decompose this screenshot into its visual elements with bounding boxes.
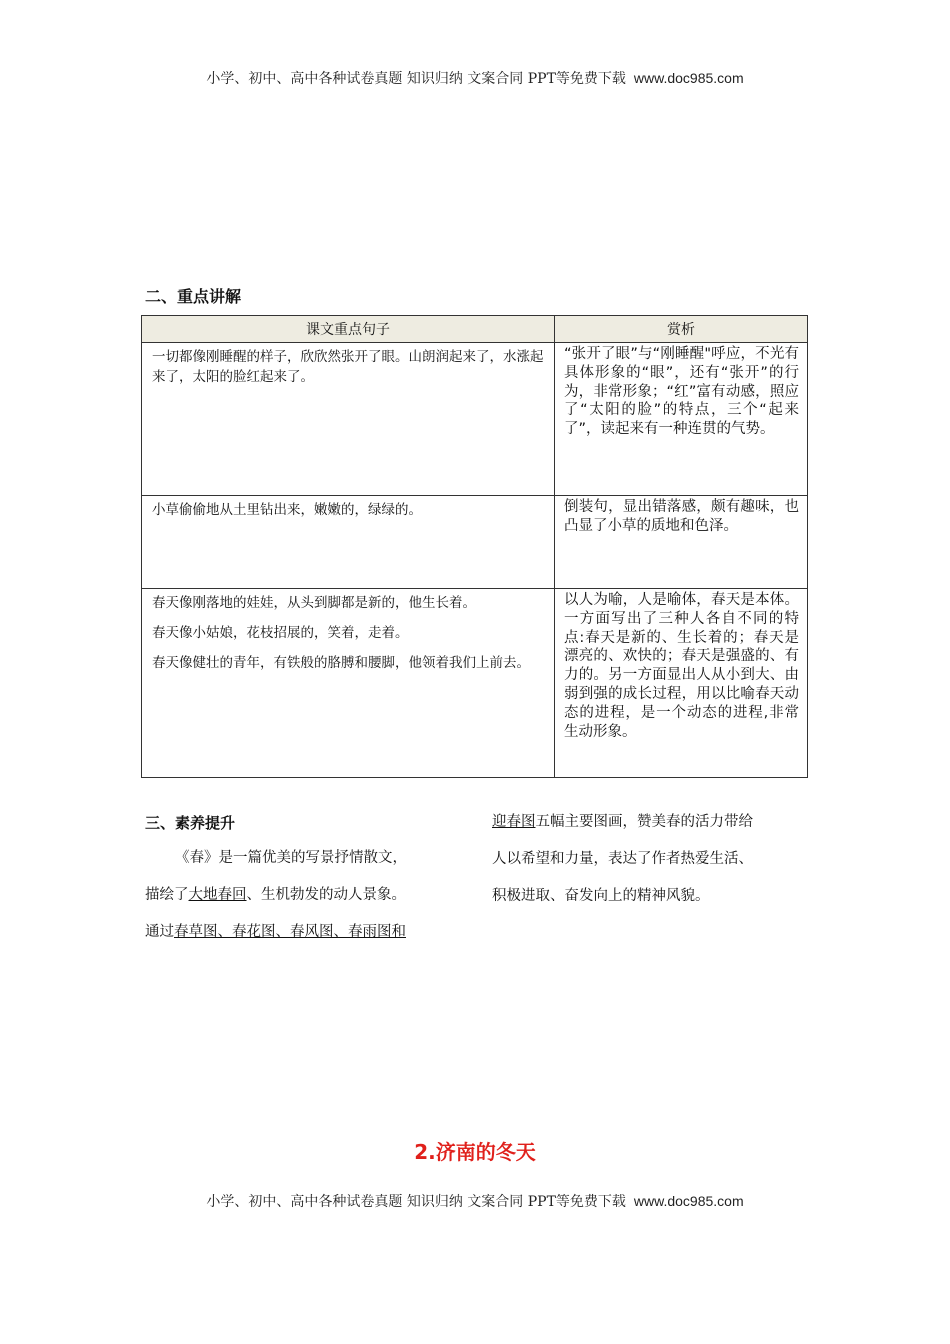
- sentence-text: 一切都像刚睡醒的样子，欣欣然张开了眼。山朗润起来了，水涨起来了，太阳的脸红起来了。: [152, 349, 544, 385]
- underlined-phrase: 迎春图: [492, 814, 536, 830]
- footer-text: 小学、初中、高中各种试卷真题 知识归纳 文案合同 PPT等免费下载: [206, 1194, 626, 1210]
- sentence-text: 春天像小姑娘，花枝招展的，笑着，走着。: [152, 625, 409, 641]
- analysis-cell: 倒装句，显出错落感，颇有趣味，也凸显了小草的质地和色泽。: [555, 496, 808, 589]
- page-header: [0, 68, 950, 88]
- page-footer: [0, 1191, 950, 1211]
- summary-line: 《春》是一篇优美的写景抒情散文，: [175, 850, 407, 866]
- summary-line: 通过春草图、春花图、春风图、春雨图和: [145, 924, 406, 940]
- table-header-sentences: 课文重点句子: [142, 316, 555, 343]
- summary-line: 积极进取、奋发向上的精神风貌。: [492, 888, 710, 904]
- analysis-cell: “张开了眼”与“刚睡醒"呼应，不光有具体形象的“眼”，还有“张开”的行为，非常形象；“红”富有动感，照应了“太阳的脸”的特点，三个“起来了”，读起来有一种连贯的气势。: [555, 343, 808, 496]
- table-row: [142, 496, 808, 589]
- table-row: [142, 589, 808, 778]
- section-title-key-points: 二、重点讲解: [145, 287, 242, 306]
- header-text: 小学、初中、高中各种试卷真题 知识归纳 文案合同 PPT等免费下载: [206, 71, 626, 87]
- sentence-text: 小草偷偷地从土里钻出来，嫩嫩的，绿绿的。: [152, 502, 422, 518]
- underlined-phrase: 春草图、春花图、春风图、春雨图和: [174, 924, 406, 940]
- sentence-text: 春天像健壮的青年，有铁般的胳膊和腰脚，他领着我们上前去。: [152, 655, 530, 671]
- summary-line: 描绘了大地春回、生机勃发的动人景象。: [145, 887, 406, 903]
- sentence-text: 春天像刚落地的娃娃，从头到脚都是新的，他生长着。: [152, 595, 476, 611]
- summary-line: 人以希望和力量，表达了作者热爱生活、: [492, 851, 753, 867]
- sentence-cell: [142, 589, 555, 778]
- section-title-literacy: 三、素养提升: [145, 814, 236, 832]
- sentence-cell: [142, 496, 555, 589]
- sentence-cell: [142, 343, 555, 496]
- summary-line: 迎春图五幅主要图画，赞美春的活力带给: [492, 814, 753, 830]
- footer-url[interactable]: www.doc985.com: [633, 1193, 744, 1209]
- table-header-row: [142, 316, 808, 343]
- table-header-analysis: 赏析: [555, 316, 808, 343]
- header-url[interactable]: www.doc985.com: [633, 70, 744, 86]
- chapter-title: 2.济南的冬天: [414, 1140, 536, 1164]
- key-sentences-table: [141, 315, 808, 778]
- analysis-cell: 以人为喻，人是喻体，春天是本体。一方面写出了三种人各自不同的特点:春天是新的、生长着的；春天是漂亮的、欢快的；春天是强盛的、有力的。另一方面显出人从小到大、由弱到强的成长过程，用以比喻春天动态的进程，是一个动态的进程,非常生动形象。: [555, 589, 808, 778]
- summary-left-column: [145, 840, 463, 951]
- underlined-phrase: 大地春回: [188, 887, 247, 903]
- table-row: [142, 343, 808, 496]
- summary-right-column: [492, 804, 810, 915]
